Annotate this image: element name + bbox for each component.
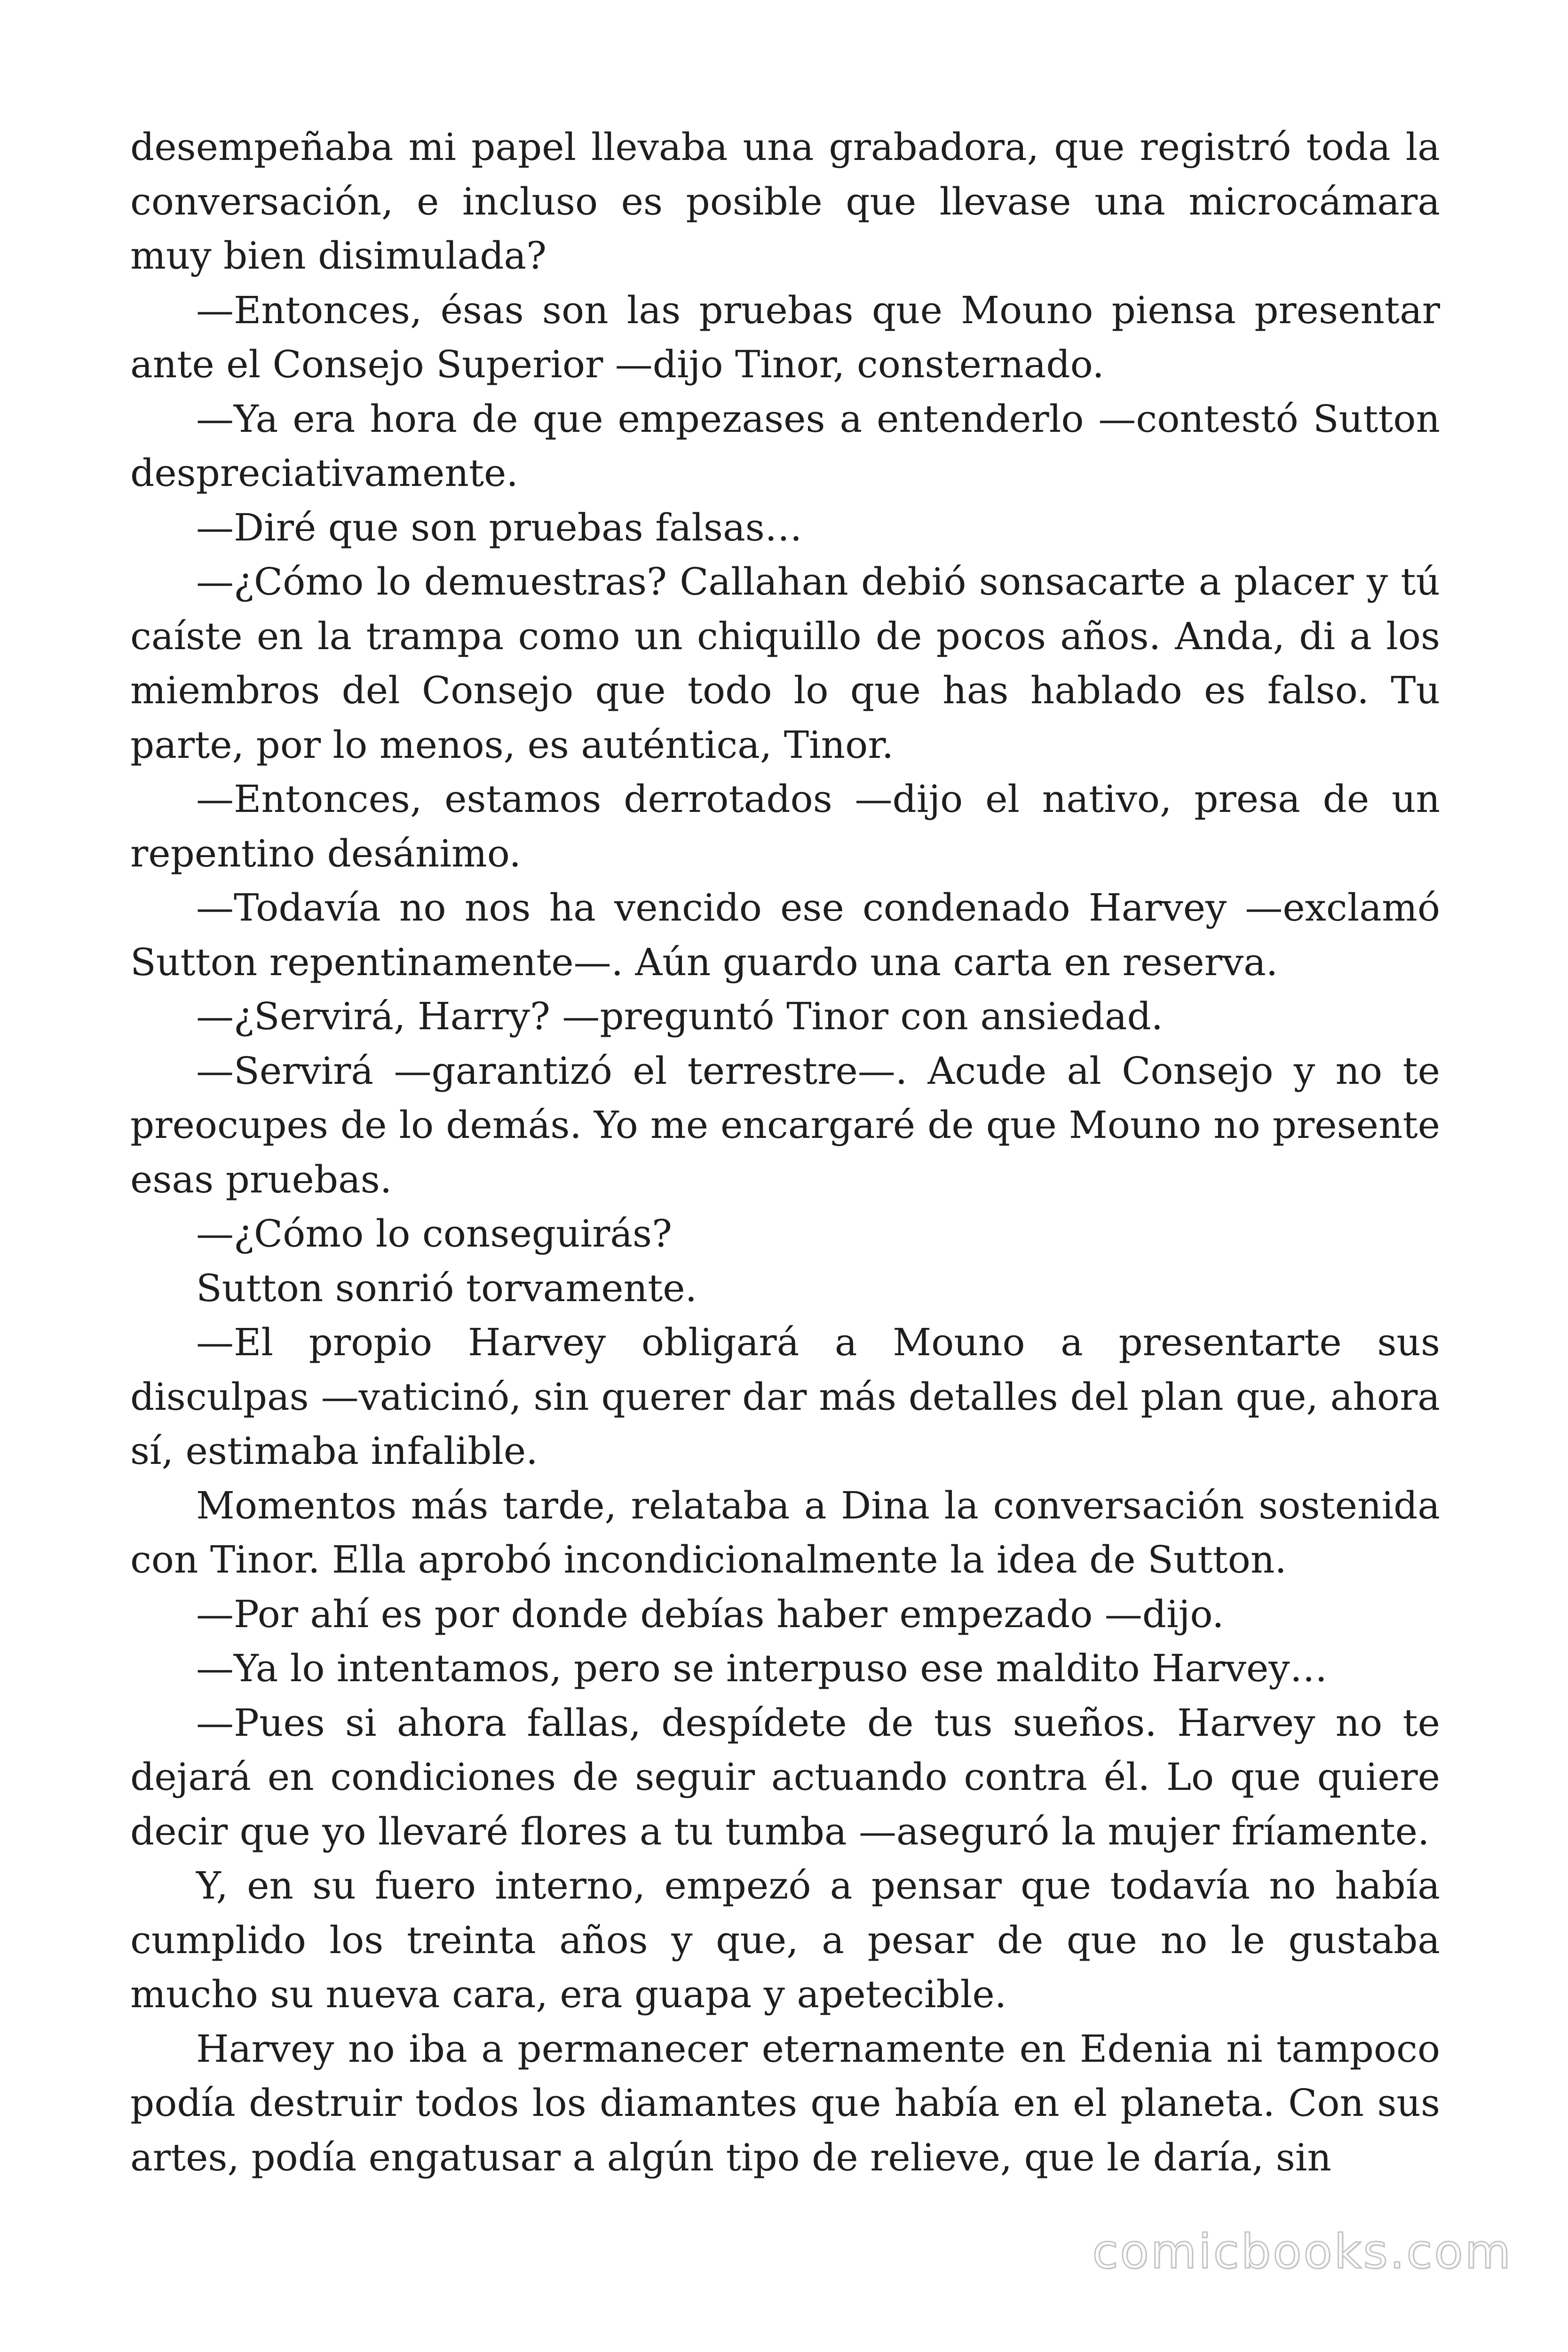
- paragraph-10: —¿Cómo lo conseguirás?: [196, 1212, 672, 1255]
- book-page-text: [130, 120, 1440, 2185]
- paragraph-11: Sutton sonrió torvamente.: [196, 1266, 697, 1310]
- paragraph-2: —Entonces, ésas son las pruebas que Mouno piensa presentar ante el Consejo Superior —dijo Tinor, consternado.: [130, 288, 1440, 386]
- paragraph-7: —Todavía no nos ha vencido ese condenado Harvey —exclamó Sutton repentinamente—. Aún guardo una carta en reserva.: [130, 886, 1440, 984]
- paragraph-6: —Entonces, estamos derrotados —dijo el nativo, presa de un repentino desánimo.: [130, 777, 1440, 875]
- paragraph-13: Momentos más tarde, relataba a Dina la conversación sostenida con Tinor. Ella aprobó incondicionalmente la idea de Sutton.: [130, 1483, 1440, 1581]
- paragraph-12: —El propio Harvey obligará a Mouno a presentarte sus disculpas —vaticinó, sin querer dar más detalles del plan que, ahora sí, estimaba infalible.: [130, 1320, 1440, 1473]
- paragraph-9: —Servirá —garantizó el terrestre—. Acude al Consejo y no te preocupes de lo demás. Yo me encargaré de que Mouno no presente esas pruebas.: [130, 1049, 1440, 1201]
- paragraph-1: desempeñaba mi papel llevaba una grabadora, que registró toda la conversación, e incluso es posible que llevase una microcámara muy bien disimulada?: [130, 125, 1440, 278]
- paragraph-4: —Diré que son pruebas falsas…: [196, 505, 802, 549]
- paragraph-16: —Pues si ahora fallas, despídete de tus sueños. Harvey no te dejará en condiciones de seguir actuando contra él. Lo que quiere decir que yo llevaré flores a tu tumba —aseguró la mujer fríamente.: [130, 1700, 1440, 1853]
- site-watermark: comicbooks.com: [1092, 2224, 1513, 2279]
- paragraph-18: Harvey no iba a permanecer eternamente en Edenia ni tampoco podía destruir todos los diamantes que había en el planeta. Con sus artes, podía engatusar a algún tipo de relieve, que le daría, sin: [130, 2026, 1440, 2179]
- paragraph-5: —¿Cómo lo demuestras? Callahan debió sonsacarte a placer y tú caíste en la trampa como un chiquillo de pocos años. Anda, di a los miembros del Consejo que todo lo que has hablado es falso. Tu parte, por lo menos, es auténtica, Tinor.: [130, 560, 1440, 767]
- paragraph-15: —Ya lo intentamos, pero se interpuso ese maldito Harvey…: [196, 1646, 1328, 1690]
- paragraph-14: —Por ahí es por donde debías haber empezado —dijo.: [196, 1592, 1224, 1636]
- paragraph-3: —Ya era hora de que empezases a entenderlo —contestó Sutton despreciativamente.: [130, 397, 1440, 495]
- paragraph-8: —¿Servirá, Harry? —preguntó Tinor con ansiedad.: [196, 994, 1164, 1038]
- paragraph-17: Y, en su fuero interno, empezó a pensar que todavía no había cumplido los treinta años y que, a pesar de que no le gustaba mucho su nueva cara, era guapa y apetecible.: [130, 1864, 1440, 2016]
